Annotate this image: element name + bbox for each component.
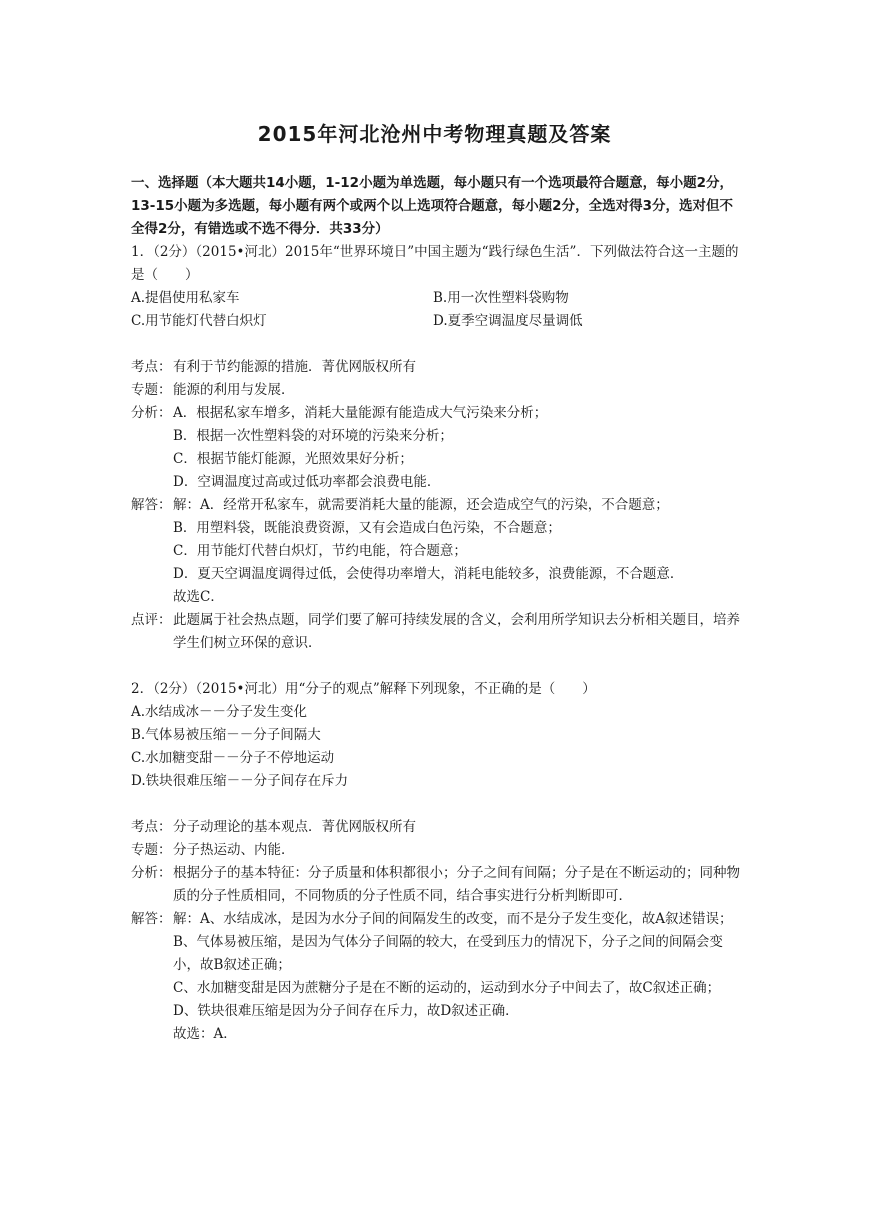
q2-fenxi-label: 分析： (131, 865, 172, 881)
document-body (131, 172, 745, 1046)
q1-fenxi-line: D．空调温度过高或过低功率都会浪费电能． (173, 474, 441, 490)
q1-fenxi-line: C．根据节能灯能源，光照效果好分析； (173, 451, 413, 467)
q2-option-a: A.水结成冰－－分子发生变化 (131, 704, 308, 720)
q2-fenxi (131, 862, 745, 908)
question-1-stem: 1．（2分）（2015•河北）2015年“世界环境日”中国主题为“践行绿色生活”．下列做法符合这一主题的是（ ） (131, 244, 739, 283)
section-heading: 一、选择题（本大题共14小题，1-12小题为单选题，每小题只有一个选项最符合题意，每小题2分，13-15小题为多选题，每小题有两个或两个以上选项符合题意，每小题2分，全选对得3分，选对但不全得2分，有错选或不选不得分．共33分） (131, 175, 733, 237)
q2-fenxi-text: 根据分子的基本特征：分子质量和体积都很小；分子之间有间隔；分子是在不断运动的；同种物质的分子性质相同，不同物质的分子性质不同，结合事实进行分析判断即可． (173, 865, 740, 904)
q1-jieda (131, 494, 745, 609)
q1-option-a: A.提倡使用私家车 (131, 290, 240, 306)
q1-fenxi-line: A．根据私家车增多，消耗大量能源有能造成大气污染来分析； (173, 405, 548, 421)
q2-jieda-line: D、铁块很难压缩是因为分子间存在斥力，故D叙述正确． (173, 1003, 519, 1019)
q2-jieda-line: C、水加糖变甜是因为蔗糖分子是在不断的运动的，运动到水分子中间去了，故C叙述正确； (173, 980, 721, 996)
q2-option-b: B.气体易被压缩－－分子间隔大 (131, 727, 321, 743)
q1-kaodian-label: 考点： (131, 359, 172, 375)
question-2-stem: 2．（2分）（2015•河北）用“分子的观点”解释下列现象，不正确的是（ ） (131, 681, 596, 697)
q2-kaodian-text: 分子动理论的基本观点．菁优网版权所有 (173, 819, 416, 835)
q2-kaodian (131, 816, 745, 839)
q1-kaodian-text: 有利于节约能源的措施．菁优网版权所有 (173, 359, 416, 375)
document-title: 2015年河北沧州中考物理真题及答案 (257, 122, 612, 146)
q1-option-b: B.用一次性塑料袋购物 (433, 290, 569, 306)
q1-jieda-line: 解：A．经常开私家车，就需要消耗大量的能源，还会造成空气的污染，不合题意； (173, 497, 669, 513)
q1-option-d: D.夏季空调温度尽量调低 (433, 313, 583, 329)
q2-jieda (131, 908, 745, 1046)
q1-jieda-line: C．用节能灯代替白炽灯，节约电能，符合题意； (173, 543, 467, 559)
q1-option-c: C.用节能灯代替白炽灯 (131, 313, 267, 329)
q2-jieda-line: 解：A、水结成冰，是因为水分子间的间隔发生的改变，而不是分子发生变化，故A叙述错误； (173, 911, 733, 927)
q1-fenxi-label: 分析： (131, 405, 172, 421)
q1-zhuanti (131, 379, 745, 402)
question-1-options-row-1 (131, 287, 745, 310)
q1-dianping-label: 点评： (131, 612, 172, 628)
q2-jieda-line: B、气体易被压缩，是因为气体分子间隔的较大，在受到压力的情况下，分子之间的间隔会变小，故B叙述正确； (173, 934, 723, 973)
question-1-options-row-2 (131, 310, 745, 333)
q1-jieda-line: D．夏天空调温度调得过低，会使得功率增大，消耗电能较多，浪费能源，不合题意． (173, 566, 684, 582)
q2-option-c: C.水加糖变甜－－分子不停地运动 (131, 750, 335, 766)
q1-zhuanti-label: 专题： (131, 382, 172, 398)
q1-jieda-line: 故选C． (173, 589, 224, 605)
q2-jieda-line: 故选：A． (173, 1026, 237, 1042)
q1-fenxi (131, 402, 745, 494)
q1-jieda-line: B．用塑料袋，既能浪费资源，又有会造成白色污染，不合题意； (173, 520, 561, 536)
q2-kaodian-label: 考点： (131, 819, 172, 835)
q1-jieda-label: 解答： (131, 497, 172, 513)
q1-kaodian (131, 356, 745, 379)
q2-zhuanti-label: 专题： (131, 842, 172, 858)
q1-fenxi-line: B．根据一次性塑料袋的对环境的污染来分析； (173, 428, 453, 444)
q2-zhuanti (131, 839, 745, 862)
q2-jieda-label: 解答： (131, 911, 172, 927)
q2-option-d: D.铁块很难压缩－－分子间存在斥力 (131, 773, 349, 789)
q1-dianping (131, 609, 745, 655)
q1-zhuanti-text: 能源的利用与发展． (173, 382, 295, 398)
q1-dianping-text: 此题属于社会热点题，同学们要了解可持续发展的含义，会利用所学知识去分析相关题目，培养学生们树立环保的意识． (173, 612, 740, 651)
q2-zhuanti-text: 分子热运动、内能． (173, 842, 295, 858)
